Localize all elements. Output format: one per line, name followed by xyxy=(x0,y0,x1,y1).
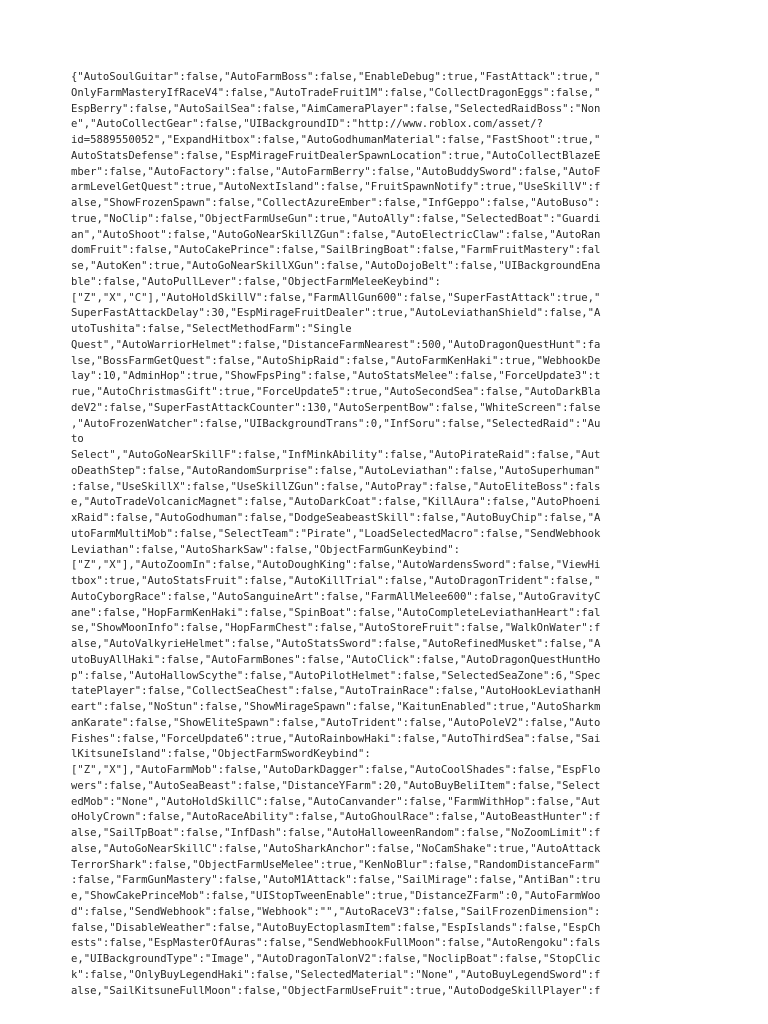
document-page xyxy=(71,70,697,999)
config-json-text: {"AutoSoulGuitar":false,"AutoFarmBoss":false,"EnableDebug":true,"FastAttack":true," OnlyFarmMasteryIfRaceV4":false,"AutoTradeFruit1M":false,"CollectDragonEggs":false," EspBerry":false,"AutoSailSea":false,"AimCameraPlayer":false,"SelectedRaidBoss":"Non e","AutoCollectGear":false,"UIBackgroundID":"http://www.roblox.com/asset/? id=5889550052","ExpandHitbox":false,"AutoGodhumanMaterial":false,"FastShoot":true," AutoStatsDefense":false,"EspMirageFruitDealerSpawnLocation":true,"AutoCollectBlazeE mber":false,"AutoFactory":false,"AutoFarmBerry":false,"AutoBuddySword":false,"AutoF armLevelGetQuest":true,"AutoNextIsland":false,"FruitSpawnNotify":true,"UseSkillV":f alse,"ShowFrozenSpawn":false,"CollectAzureEmber":false,"InfGeppo":false,"AutoBuso": true,"NoClip":false,"ObjectFarmUseGun":true,"AutoAlly":false,"SelectedBoat":"Guardi an","AutoShoot":false,"AutoGoNearSkillZGun":false,"AutoElectricClaw":false,"AutoRan domFruit":false,"AutoCakePrince":false,"SailBringBoat":false,"FarmFruitMastery":fal se,"AutoKen":true,"AutoGoNearSkillXGun":false,"AutoDojoBelt":false,"UIBackgroundEna ble":false,"AutoPullLever":false,"ObjectFarmMeleeKeybind": ["Z","X","C"],"AutoHoldSkillV":false,"FarmAllGun600":false,"SuperFastAttack":true," SuperFastAttackDelay":30,"EspMirageFruitDealer":true,"AutoLeviathanShield":false,"A utoTushita":false,"SelectMethodFarm":"Single Quest","AutoWarriorHelmet":false,"DistanceFarmNearest":500,"AutoDragonQuestHunt":fa lse,"BossFarmGetQuest":false,"AutoShipRaid":false,"AutoFarmKenHaki":true,"WebhookDe lay":10,"AdminHop":true,"ShowFpsPing":false,"AutoStatsMelee":false,"ForceUpdate3":t rue,"AutoChristmasGift":true,"ForceUpdate5":true,"AutoSecondSea":false,"AutoDarkBla deV2":false,"SuperFastAttackCounter":130,"AutoSerpentBow":false,"WhiteScreen":false ,"AutoFrozenWatcher":false,"UIBackgroundTrans":0,"InfSoru":false,"SelectedRaid":"Au to Select","AutoGoNearSkillF":false,"InfMinkAbility":false,"AutoPirateRaid":false,"Aut oDeathStep":false,"AutoRandomSurprise":false,"AutoLeviathan":false,"AutoSuperhuman" :false,"UseSkillX":false,"UseSkillZGun":false,"AutoPray":false,"AutoEliteBoss":fals e,"AutoTradeVolcanicMagnet":false,"AutoDarkCoat":false,"KillAura":false,"AutoPhoeni xRaid":false,"AutoGodhuman":false,"DodgeSeabeastSkill":false,"AutoBuyChip":false,"A utoFarmMultiMob":false,"SelectTeam":"Pirate","LoadSelectedMacro":false,"SendWebhook Leviathan":false,"AutoSharkSaw":false,"ObjectFarmGunKeybind": ["Z","X"],"AutoZoomIn":false,"AutoDoughKing":false,"AutoWardensSword":false,"ViewHi tbox":true,"AutoStatsFruit":false,"AutoKillTrial":false,"AutoDragonTrident":false," AutoCyborgRace":false,"AutoSanguineArt":false,"FarmAllMelee600":false,"AutoGravityC ane":false,"HopFarmKenHaki":false,"SpinBoat":false,"AutoCompleteLeviathanHeart":fal se,"ShowMoonInfo":false,"HopFarmChest":false,"AutoStoreFruit":false,"WalkOnWater":f alse,"AutoValkyrieHelmet":false,"AutoStatsSword":false,"AutoRefinedMusket":false,"A utoBuyAllHaki":false,"AutoFarmBones":false,"AutoClick":false,"AutoDragonQuestHuntHo p":false,"AutoHallowScythe":false,"AutoPilotHelmet":false,"SelectedSeaZone":6,"Spec tatePlayer":false,"CollectSeaChest":false,"AutoTrainRace":false,"AutoHookLeviathanH eart":false,"NoStun":false,"ShowMirageSpawn":false,"KaitunEnabled":true,"AutoSharkm anKarate":false,"ShowEliteSpawn":false,"AutoTrident":false,"AutoPoleV2":false,"Auto Fishes":false,"ForceUpdate6":true,"AutoRainbowHaki":false,"AutoThirdSea":false,"Sai lKitsuneIsland":false,"ObjectFarmSwordKeybind": ["Z","X"],"AutoFarmMob":false,"AutoDarkDagger":false,"AutoCoolShades":false,"EspFlo wers":false,"AutoSeaBeast":false,"DistanceYFarm":20,"AutoBuyBeliItem":false,"Select edMob":"None","AutoHoldSkillC":false,"AutoCanvander":false,"FarmWithHop":false,"Aut oHolyCrown":false,"AutoRaceAbility":false,"AutoGhoulRace":false,"AutoBeastHunter":f alse,"SailTpBoat":false,"InfDash":false,"AutoHalloweenRandom":false,"NoZoomLimit":f alse,"AutoGoNearSkillC":false,"AutoSharkAnchor":false,"NoCamShake":true,"AutoAttack TerrorShark":false,"ObjectFarmUseMelee":true,"KenNoBlur":false,"RandomDistanceFarm" :false,"FarmGunMastery":false,"AutoM1Attack":false,"SailMirage":false,"AntiBan":tru e,"ShowCakePrinceMob":false,"UIStopTweenEnable":true,"DistanceZFarm":0,"AutoFarmWoo d":false,"SendWebhook":false,"Webhook":"","AutoRaceV3":false,"SailFrozenDimension": false,"DisableWeather":false,"AutoBuyEctoplasmItem":false,"EspIslands":false,"EspCh ests":false,"EspMasterOfAuras":false,"SendWebhookFullMoon":false,"AutoRengoku":fals e,"UIBackgroundType":"Image","AutoDragonTalonV2":false,"NoclipBoat":false,"StopClic k":false,"OnlyBuyLegendHaki":false,"SelectedMaterial":"None","AutoBuyLegendSword":f alse,"SailKitsuneFullMoon":false,"ObjectFarmUseFruit":true,"AutoDodgeSkillPlayer":f xyxy=(71,71,601,997)
